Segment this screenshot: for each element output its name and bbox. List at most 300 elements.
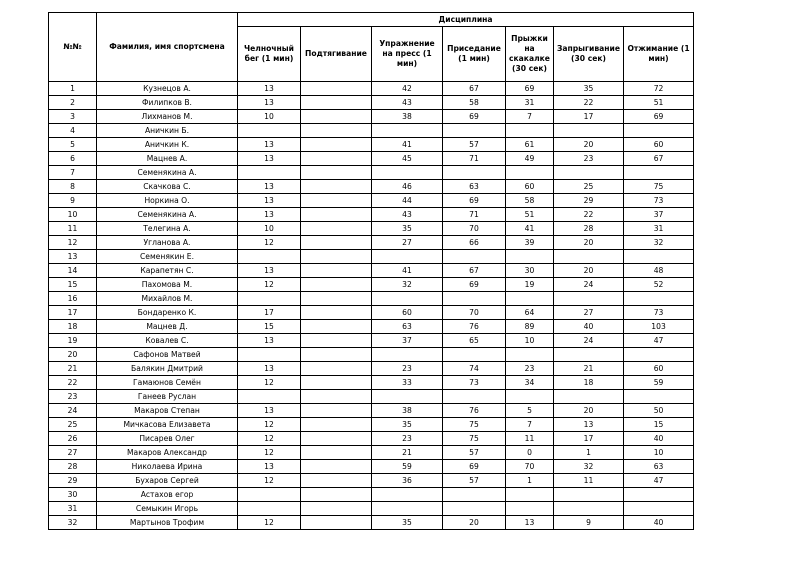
cell-shuttle: 10 bbox=[238, 222, 301, 236]
cell-abs: 60 bbox=[372, 306, 443, 320]
table-row bbox=[49, 166, 694, 180]
cell-num: 29 bbox=[49, 474, 97, 488]
table-body bbox=[49, 82, 694, 530]
cell-shuttle: 15 bbox=[238, 320, 301, 334]
cell-rope bbox=[506, 250, 554, 264]
cell-rope: 49 bbox=[506, 152, 554, 166]
cell-shuttle: 12 bbox=[238, 236, 301, 250]
cell-name: Норкина О. bbox=[97, 194, 238, 208]
cell-squats: 67 bbox=[443, 264, 506, 278]
cell-shuttle: 12 bbox=[238, 278, 301, 292]
cell-shuttle: 12 bbox=[238, 516, 301, 530]
cell-name: Ганеев Руслан bbox=[97, 390, 238, 404]
table-row bbox=[49, 222, 694, 236]
cell-jumps: 9 bbox=[554, 516, 624, 530]
cell-rope bbox=[506, 292, 554, 306]
col-header-abs: Упражнение на пресс (1 мин) bbox=[372, 27, 443, 82]
cell-shuttle: 13 bbox=[238, 460, 301, 474]
cell-rope: 7 bbox=[506, 110, 554, 124]
cell-shuttle: 13 bbox=[238, 138, 301, 152]
table-row bbox=[49, 320, 694, 334]
cell-jumps: 20 bbox=[554, 138, 624, 152]
cell-abs: 38 bbox=[372, 404, 443, 418]
cell-pullups bbox=[301, 348, 372, 362]
table-row bbox=[49, 208, 694, 222]
num-header: №№ bbox=[49, 13, 97, 82]
cell-jumps: 20 bbox=[554, 264, 624, 278]
cell-pushups: 73 bbox=[624, 306, 694, 320]
cell-abs: 44 bbox=[372, 194, 443, 208]
cell-pullups bbox=[301, 404, 372, 418]
cell-pullups bbox=[301, 138, 372, 152]
table-row bbox=[49, 488, 694, 502]
cell-squats bbox=[443, 502, 506, 516]
cell-name: Балякин Дмитрий bbox=[97, 362, 238, 376]
cell-name: Мацнев Д. bbox=[97, 320, 238, 334]
cell-name: Мацнев А. bbox=[97, 152, 238, 166]
cell-pullups bbox=[301, 334, 372, 348]
cell-abs: 38 bbox=[372, 110, 443, 124]
cell-name: Михайлов М. bbox=[97, 292, 238, 306]
col-header-shuttle: Челночный бег (1 мин) bbox=[238, 27, 301, 82]
table-row bbox=[49, 474, 694, 488]
cell-pushups bbox=[624, 502, 694, 516]
cell-num: 11 bbox=[49, 222, 97, 236]
cell-rope: 51 bbox=[506, 208, 554, 222]
cell-shuttle bbox=[238, 292, 301, 306]
cell-rope: 1 bbox=[506, 474, 554, 488]
cell-pushups: 60 bbox=[624, 362, 694, 376]
cell-jumps: 25 bbox=[554, 180, 624, 194]
cell-shuttle bbox=[238, 488, 301, 502]
cell-squats: 65 bbox=[443, 334, 506, 348]
cell-pullups bbox=[301, 418, 372, 432]
cell-pullups bbox=[301, 278, 372, 292]
cell-squats: 57 bbox=[443, 138, 506, 152]
cell-abs bbox=[372, 502, 443, 516]
cell-rope: 19 bbox=[506, 278, 554, 292]
cell-squats: 70 bbox=[443, 222, 506, 236]
cell-num: 4 bbox=[49, 124, 97, 138]
discipline-header: Дисциплина bbox=[238, 13, 694, 27]
cell-name: Лихманов М. bbox=[97, 110, 238, 124]
cell-rope bbox=[506, 488, 554, 502]
cell-jumps: 18 bbox=[554, 376, 624, 390]
cell-abs bbox=[372, 390, 443, 404]
cell-rope: 69 bbox=[506, 82, 554, 96]
table-row bbox=[49, 180, 694, 194]
col-header-rope: Прыжки на скакалке (30 сек) bbox=[506, 27, 554, 82]
cell-rope: 5 bbox=[506, 404, 554, 418]
cell-squats bbox=[443, 348, 506, 362]
cell-num: 23 bbox=[49, 390, 97, 404]
cell-pullups bbox=[301, 110, 372, 124]
cell-shuttle: 17 bbox=[238, 306, 301, 320]
cell-pushups: 15 bbox=[624, 418, 694, 432]
cell-abs: 46 bbox=[372, 180, 443, 194]
cell-jumps: 11 bbox=[554, 474, 624, 488]
cell-squats: 57 bbox=[443, 474, 506, 488]
cell-abs: 21 bbox=[372, 446, 443, 460]
cell-name: Гамаюнов Семён bbox=[97, 376, 238, 390]
cell-name: Семенякин Е. bbox=[97, 250, 238, 264]
cell-num: 26 bbox=[49, 432, 97, 446]
cell-abs: 63 bbox=[372, 320, 443, 334]
table-row bbox=[49, 516, 694, 530]
cell-jumps: 35 bbox=[554, 82, 624, 96]
table-row bbox=[49, 446, 694, 460]
cell-pushups: 103 bbox=[624, 320, 694, 334]
cell-shuttle: 13 bbox=[238, 180, 301, 194]
cell-squats: 57 bbox=[443, 446, 506, 460]
cell-pullups bbox=[301, 166, 372, 180]
cell-num: 25 bbox=[49, 418, 97, 432]
cell-name: Макаров Степан bbox=[97, 404, 238, 418]
cell-jumps: 28 bbox=[554, 222, 624, 236]
cell-num: 32 bbox=[49, 516, 97, 530]
cell-name: Аничкин К. bbox=[97, 138, 238, 152]
cell-jumps: 13 bbox=[554, 418, 624, 432]
cell-squats: 75 bbox=[443, 418, 506, 432]
cell-pullups bbox=[301, 516, 372, 530]
cell-pushups: 47 bbox=[624, 474, 694, 488]
cell-num: 12 bbox=[49, 236, 97, 250]
cell-num: 24 bbox=[49, 404, 97, 418]
cell-jumps: 32 bbox=[554, 460, 624, 474]
name-header: Фамилия, имя спортсмена bbox=[97, 13, 238, 82]
cell-abs: 33 bbox=[372, 376, 443, 390]
cell-rope: 89 bbox=[506, 320, 554, 334]
cell-squats: 69 bbox=[443, 110, 506, 124]
cell-pullups bbox=[301, 446, 372, 460]
cell-rope: 39 bbox=[506, 236, 554, 250]
cell-pullups bbox=[301, 488, 372, 502]
cell-pushups bbox=[624, 390, 694, 404]
cell-shuttle: 12 bbox=[238, 432, 301, 446]
table-row bbox=[49, 152, 694, 166]
cell-rope: 23 bbox=[506, 362, 554, 376]
cell-pullups bbox=[301, 306, 372, 320]
cell-rope bbox=[506, 124, 554, 138]
cell-rope: 34 bbox=[506, 376, 554, 390]
cell-pushups bbox=[624, 250, 694, 264]
cell-name: Макаров Александр bbox=[97, 446, 238, 460]
cell-jumps bbox=[554, 488, 624, 502]
cell-pushups: 52 bbox=[624, 278, 694, 292]
results-table bbox=[48, 12, 694, 530]
cell-jumps bbox=[554, 124, 624, 138]
table-row bbox=[49, 292, 694, 306]
cell-abs: 37 bbox=[372, 334, 443, 348]
cell-abs bbox=[372, 488, 443, 502]
cell-jumps bbox=[554, 166, 624, 180]
cell-num: 16 bbox=[49, 292, 97, 306]
cell-num: 18 bbox=[49, 320, 97, 334]
cell-abs: 43 bbox=[372, 96, 443, 110]
cell-abs: 43 bbox=[372, 208, 443, 222]
cell-jumps: 20 bbox=[554, 236, 624, 250]
cell-name: Мартынов Трофим bbox=[97, 516, 238, 530]
cell-jumps: 1 bbox=[554, 446, 624, 460]
cell-jumps: 21 bbox=[554, 362, 624, 376]
cell-num: 21 bbox=[49, 362, 97, 376]
cell-rope: 0 bbox=[506, 446, 554, 460]
cell-abs: 27 bbox=[372, 236, 443, 250]
table-row bbox=[49, 390, 694, 404]
cell-abs: 36 bbox=[372, 474, 443, 488]
cell-pushups: 40 bbox=[624, 516, 694, 530]
col-header-squats: Приседание (1 мин) bbox=[443, 27, 506, 82]
cell-squats: 20 bbox=[443, 516, 506, 530]
cell-name: Карапетян С. bbox=[97, 264, 238, 278]
cell-shuttle: 13 bbox=[238, 334, 301, 348]
cell-rope: 60 bbox=[506, 180, 554, 194]
cell-name: Семенякина А. bbox=[97, 166, 238, 180]
cell-pushups: 37 bbox=[624, 208, 694, 222]
cell-num: 9 bbox=[49, 194, 97, 208]
cell-pullups bbox=[301, 208, 372, 222]
cell-jumps: 22 bbox=[554, 96, 624, 110]
cell-shuttle: 12 bbox=[238, 474, 301, 488]
cell-pullups bbox=[301, 362, 372, 376]
cell-squats: 69 bbox=[443, 460, 506, 474]
cell-pullups bbox=[301, 320, 372, 334]
cell-pullups bbox=[301, 152, 372, 166]
cell-squats: 76 bbox=[443, 320, 506, 334]
cell-squats bbox=[443, 292, 506, 306]
cell-abs bbox=[372, 348, 443, 362]
cell-num: 15 bbox=[49, 278, 97, 292]
cell-jumps: 17 bbox=[554, 432, 624, 446]
table-row bbox=[49, 138, 694, 152]
cell-rope bbox=[506, 166, 554, 180]
cell-num: 3 bbox=[49, 110, 97, 124]
cell-squats bbox=[443, 250, 506, 264]
cell-jumps: 17 bbox=[554, 110, 624, 124]
cell-num: 5 bbox=[49, 138, 97, 152]
cell-num: 2 bbox=[49, 96, 97, 110]
cell-squats bbox=[443, 390, 506, 404]
cell-shuttle bbox=[238, 166, 301, 180]
cell-squats: 58 bbox=[443, 96, 506, 110]
cell-abs: 32 bbox=[372, 278, 443, 292]
cell-shuttle bbox=[238, 502, 301, 516]
cell-pushups: 60 bbox=[624, 138, 694, 152]
cell-squats: 73 bbox=[443, 376, 506, 390]
cell-shuttle: 12 bbox=[238, 446, 301, 460]
cell-pushups: 47 bbox=[624, 334, 694, 348]
cell-pushups: 63 bbox=[624, 460, 694, 474]
cell-pullups bbox=[301, 264, 372, 278]
cell-abs: 35 bbox=[372, 516, 443, 530]
cell-pushups bbox=[624, 292, 694, 306]
cell-num: 17 bbox=[49, 306, 97, 320]
cell-rope bbox=[506, 390, 554, 404]
cell-squats: 71 bbox=[443, 152, 506, 166]
table-row bbox=[49, 460, 694, 474]
table-row bbox=[49, 502, 694, 516]
cell-abs bbox=[372, 166, 443, 180]
cell-pullups bbox=[301, 250, 372, 264]
cell-squats bbox=[443, 124, 506, 138]
cell-pullups bbox=[301, 390, 372, 404]
cell-pullups bbox=[301, 96, 372, 110]
table-row bbox=[49, 264, 694, 278]
table-row bbox=[49, 124, 694, 138]
cell-squats: 74 bbox=[443, 362, 506, 376]
table-row bbox=[49, 432, 694, 446]
cell-rope: 70 bbox=[506, 460, 554, 474]
cell-jumps: 20 bbox=[554, 404, 624, 418]
cell-pushups: 51 bbox=[624, 96, 694, 110]
cell-shuttle: 13 bbox=[238, 152, 301, 166]
cell-pullups bbox=[301, 432, 372, 446]
cell-jumps: 24 bbox=[554, 278, 624, 292]
col-header-pushups: Отжимание (1 мин) bbox=[624, 27, 694, 82]
cell-squats bbox=[443, 488, 506, 502]
col-header-pullups: Подтягивание bbox=[301, 27, 372, 82]
cell-shuttle: 12 bbox=[238, 376, 301, 390]
cell-name: Телегина А. bbox=[97, 222, 238, 236]
cell-squats: 67 bbox=[443, 82, 506, 96]
cell-abs: 59 bbox=[372, 460, 443, 474]
cell-rope: 10 bbox=[506, 334, 554, 348]
cell-abs bbox=[372, 292, 443, 306]
cell-shuttle: 13 bbox=[238, 194, 301, 208]
table-row bbox=[49, 96, 694, 110]
cell-rope: 41 bbox=[506, 222, 554, 236]
cell-jumps: 24 bbox=[554, 334, 624, 348]
cell-pushups: 75 bbox=[624, 180, 694, 194]
cell-pullups bbox=[301, 124, 372, 138]
table-row bbox=[49, 404, 694, 418]
cell-num: 6 bbox=[49, 152, 97, 166]
cell-jumps: 27 bbox=[554, 306, 624, 320]
cell-rope: 13 bbox=[506, 516, 554, 530]
cell-num: 10 bbox=[49, 208, 97, 222]
cell-rope: 7 bbox=[506, 418, 554, 432]
cell-abs: 23 bbox=[372, 362, 443, 376]
cell-shuttle: 13 bbox=[238, 208, 301, 222]
table-row bbox=[49, 362, 694, 376]
cell-name: Николаева Ирина bbox=[97, 460, 238, 474]
table-row bbox=[49, 194, 694, 208]
cell-pushups: 40 bbox=[624, 432, 694, 446]
cell-abs: 45 bbox=[372, 152, 443, 166]
cell-rope: 11 bbox=[506, 432, 554, 446]
cell-name: Скачкова С. bbox=[97, 180, 238, 194]
cell-squats: 70 bbox=[443, 306, 506, 320]
cell-num: 7 bbox=[49, 166, 97, 180]
cell-squats: 69 bbox=[443, 194, 506, 208]
table-row bbox=[49, 250, 694, 264]
cell-num: 30 bbox=[49, 488, 97, 502]
cell-abs: 35 bbox=[372, 222, 443, 236]
cell-jumps bbox=[554, 250, 624, 264]
table-row bbox=[49, 418, 694, 432]
cell-num: 8 bbox=[49, 180, 97, 194]
cell-abs: 23 bbox=[372, 432, 443, 446]
cell-pullups bbox=[301, 474, 372, 488]
cell-shuttle bbox=[238, 348, 301, 362]
cell-shuttle: 13 bbox=[238, 404, 301, 418]
cell-rope: 58 bbox=[506, 194, 554, 208]
cell-squats: 63 bbox=[443, 180, 506, 194]
cell-squats: 75 bbox=[443, 432, 506, 446]
cell-rope: 31 bbox=[506, 96, 554, 110]
cell-num: 22 bbox=[49, 376, 97, 390]
cell-shuttle bbox=[238, 390, 301, 404]
table-row bbox=[49, 334, 694, 348]
table-row bbox=[49, 278, 694, 292]
cell-pullups bbox=[301, 376, 372, 390]
cell-shuttle: 13 bbox=[238, 82, 301, 96]
cell-pullups bbox=[301, 292, 372, 306]
cell-name: Бухаров Сергей bbox=[97, 474, 238, 488]
cell-pushups: 69 bbox=[624, 110, 694, 124]
cell-name: Сафонов Матвей bbox=[97, 348, 238, 362]
table-row bbox=[49, 236, 694, 250]
cell-rope bbox=[506, 502, 554, 516]
cell-abs bbox=[372, 124, 443, 138]
cell-num: 14 bbox=[49, 264, 97, 278]
cell-abs: 35 bbox=[372, 418, 443, 432]
table-row bbox=[49, 376, 694, 390]
cell-squats: 71 bbox=[443, 208, 506, 222]
cell-name: Бондаренко К. bbox=[97, 306, 238, 320]
cell-abs: 41 bbox=[372, 138, 443, 152]
cell-rope: 64 bbox=[506, 306, 554, 320]
cell-jumps: 22 bbox=[554, 208, 624, 222]
cell-pushups bbox=[624, 488, 694, 502]
cell-jumps: 23 bbox=[554, 152, 624, 166]
cell-jumps: 29 bbox=[554, 194, 624, 208]
cell-pushups: 59 bbox=[624, 376, 694, 390]
cell-shuttle: 12 bbox=[238, 418, 301, 432]
cell-pushups: 50 bbox=[624, 404, 694, 418]
cell-squats: 69 bbox=[443, 278, 506, 292]
cell-name: Угланова А. bbox=[97, 236, 238, 250]
cell-pullups bbox=[301, 460, 372, 474]
cell-name: Кузнецов А. bbox=[97, 82, 238, 96]
cell-pushups: 72 bbox=[624, 82, 694, 96]
cell-shuttle: 13 bbox=[238, 264, 301, 278]
cell-num: 13 bbox=[49, 250, 97, 264]
cell-name: Аничкин Б. bbox=[97, 124, 238, 138]
cell-rope: 61 bbox=[506, 138, 554, 152]
cell-pushups: 32 bbox=[624, 236, 694, 250]
cell-squats: 66 bbox=[443, 236, 506, 250]
cell-num: 28 bbox=[49, 460, 97, 474]
cell-name: Семенякина А. bbox=[97, 208, 238, 222]
cell-pushups: 67 bbox=[624, 152, 694, 166]
cell-jumps bbox=[554, 390, 624, 404]
cell-pullups bbox=[301, 180, 372, 194]
cell-num: 19 bbox=[49, 334, 97, 348]
cell-squats bbox=[443, 166, 506, 180]
cell-pushups: 31 bbox=[624, 222, 694, 236]
cell-abs: 41 bbox=[372, 264, 443, 278]
cell-abs bbox=[372, 250, 443, 264]
cell-jumps bbox=[554, 292, 624, 306]
cell-pushups bbox=[624, 348, 694, 362]
cell-name: Астахов егор bbox=[97, 488, 238, 502]
cell-num: 20 bbox=[49, 348, 97, 362]
cell-name: Семыкин Игорь bbox=[97, 502, 238, 516]
cell-pullups bbox=[301, 194, 372, 208]
cell-jumps: 40 bbox=[554, 320, 624, 334]
cell-pullups bbox=[301, 236, 372, 250]
